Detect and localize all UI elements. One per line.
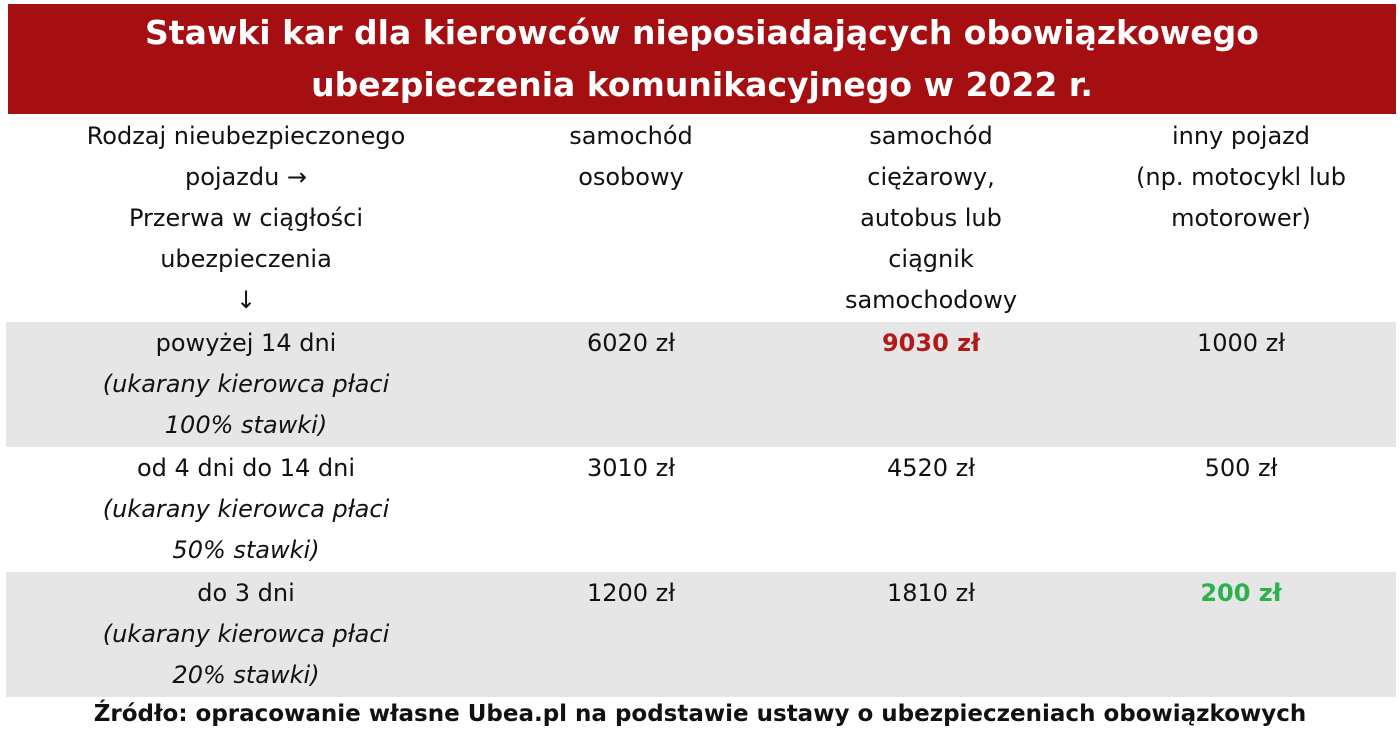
corner-header-cell [6, 114, 486, 322]
period-label: powyżej 14 dni [155, 329, 337, 357]
period-cell [6, 447, 486, 572]
column-header-line: ciągnik [888, 245, 974, 273]
period-cell [6, 572, 486, 697]
title-line-1: Stawki kar dla kierowców nieposiadających obowiązkowego [145, 13, 1259, 52]
column-header-line: (np. motocykl lub [1136, 163, 1346, 191]
table-row [6, 447, 1396, 572]
title-line-2: ubezpieczenia komunikacyjnego w 2022 r. [311, 65, 1093, 104]
penalty-rates-table [6, 114, 1396, 697]
column-header-car [486, 114, 776, 322]
period-note: 100% stawki) [164, 411, 328, 439]
period-note: 50% stawki) [172, 536, 320, 564]
value-cell-truck: 4520 zł [886, 454, 976, 482]
period-note: 20% stawki) [172, 661, 320, 689]
value-cell-car: 1200 zł [486, 572, 776, 697]
column-header-line: motorower) [1171, 204, 1311, 232]
period-label: od 4 dni do 14 dni [136, 454, 355, 482]
period-label: do 3 dni [197, 579, 295, 607]
column-header-other-vehicle [1086, 114, 1396, 322]
column-header-line: ciężarowy, [867, 163, 995, 191]
title-banner [8, 4, 1396, 114]
column-header-line: osobowy [578, 163, 684, 191]
value-cell-truck: 1810 zł [776, 572, 1086, 697]
corner-header-line: ubezpieczenia [160, 245, 332, 273]
table-header-row [6, 114, 1396, 322]
column-header-line: samochód [869, 122, 993, 150]
table-row [6, 572, 1396, 697]
corner-header-line: Przerwa w ciągłości [128, 204, 364, 232]
column-header-line: autobus lub [860, 204, 1002, 232]
column-header-line: inny pojazd [1171, 122, 1311, 150]
value-cell-car: 3010 zł [586, 454, 676, 482]
corner-header-line: pojazdu → [184, 163, 308, 191]
value-cell-other: 500 zł [1204, 454, 1278, 482]
column-header-truck [776, 114, 1086, 322]
period-note: (ukarany kierowca płaci [102, 495, 390, 523]
source-note: Źródło: opracowanie własne Ubea.pl na podstawie ustawy o ubezpieczeniach obowiązkowych [93, 701, 1307, 727]
value-cell-car: 6020 zł [486, 322, 776, 447]
column-header-line: samochód [569, 122, 693, 150]
table-row [6, 322, 1396, 447]
period-cell [6, 322, 486, 447]
value-cell-other: 200 zł [1086, 572, 1396, 697]
value-cell-truck: 9030 zł [776, 322, 1086, 447]
value-cell-other: 1000 zł [1086, 322, 1396, 447]
period-note: (ukarany kierowca płaci [102, 620, 390, 648]
corner-header-line: Rodzaj nieubezpieczonego [86, 122, 406, 150]
period-note: (ukarany kierowca płaci [102, 370, 390, 398]
down-arrow: ↓ [235, 286, 257, 314]
column-header-line: samochodowy [844, 286, 1018, 314]
